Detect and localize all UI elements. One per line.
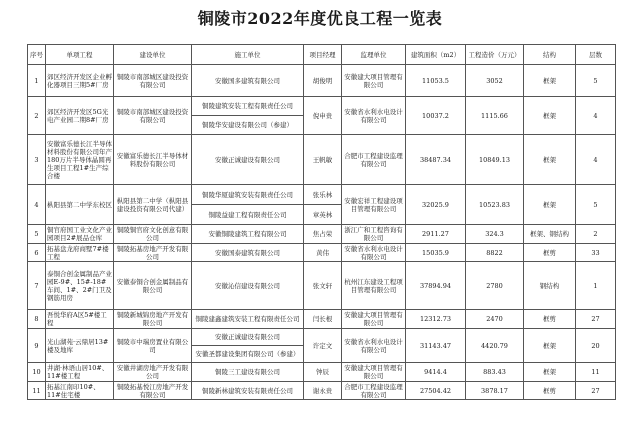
table-row — [28, 185, 616, 205]
cell-supervisor: 安徽省水利水电设计有限公司 — [342, 97, 406, 135]
cell-structure: 框架 — [524, 65, 576, 97]
cell-supervisor: 安徽省水利水电设计有限公司 — [342, 329, 406, 363]
cell-manager: 许定文 — [304, 329, 342, 363]
cell-no: 10 — [28, 363, 46, 382]
cell-builder: 安徽圣都建设集团有限公司（参建） — [192, 346, 304, 363]
cell-manager: 焦占荣 — [304, 225, 342, 244]
cell-cost: 324.3 — [466, 225, 524, 244]
cell-area: 37894.94 — [406, 262, 466, 310]
cell-builder: 铜陵华厦建筑安装有限责任公司 — [192, 185, 304, 205]
cell-builder: 安徽铜陵建筑工程有限公司 — [192, 225, 304, 244]
cell-supervisor: 浙江广和工程咨询有限公司 — [342, 225, 406, 244]
cell-area: 31143.47 — [406, 329, 466, 363]
cell-structure: 框剪 — [524, 382, 576, 400]
table-row — [28, 65, 616, 97]
page-title: 铜陵市2022年度优良工程一览表 — [197, 9, 443, 28]
cell-owner: 铜陵市中瑞房置业有限公司 — [114, 329, 192, 363]
cell-floors: 2 — [576, 225, 616, 244]
table-row — [28, 244, 616, 262]
cell-builder: 安徽国多建筑有限公司 — [192, 65, 304, 97]
cell-floors: 20 — [576, 329, 616, 363]
cell-manager: 钟辰 — [304, 363, 342, 382]
cell-manager: 胡俊明 — [304, 65, 342, 97]
cell-area: 10037.2 — [406, 97, 466, 135]
cell-builder: 铜陵建筑安装工程有限责任公司 — [192, 97, 304, 116]
cell-area: 2911.27 — [406, 225, 466, 244]
cell-supervisor: 安徽省水利水电设计有限公司 — [342, 244, 406, 262]
cell-floors: 5 — [576, 185, 616, 225]
cell-supervisor: 合肥市工程建设监理有限公司 — [342, 135, 406, 185]
cell-cost: 10849.13 — [466, 135, 524, 185]
cell-owner: 铜陵拓基悦江房地产开发有限公司 — [114, 382, 192, 400]
table-row — [28, 225, 616, 244]
cell-builder: 安徽正诚建设有限公司 — [192, 329, 304, 346]
cell-cost: 1115.66 — [466, 97, 524, 135]
cell-project: 枞阳县第二中学东校区 — [46, 185, 114, 225]
cell-no: 5 — [28, 225, 46, 244]
cell-area: 32025.9 — [406, 185, 466, 225]
header-area: 建筑面积（m2） — [406, 45, 466, 65]
cell-project: 泰铜合创金属制品产业园E-9#、15#-18#车间、1#、2#门卫及钢筋用房 — [46, 262, 114, 310]
cell-builder: 安徽国泰建筑有限公司 — [192, 244, 304, 262]
cell-floors: 27 — [576, 310, 616, 329]
cell-structure: 钢结构 — [524, 262, 576, 310]
cell-structure: 框剪 — [524, 310, 576, 329]
cell-floors: 11 — [576, 363, 616, 382]
cell-floors: 33 — [576, 244, 616, 262]
cell-project: 吾悦华府A区5#楼工程 — [46, 310, 114, 329]
cell-cost: 2470 — [466, 310, 524, 329]
cell-project: 拓基盘龙府商墅7#楼工程 — [46, 244, 114, 262]
header-owner: 建设单位 — [114, 45, 192, 65]
cell-floors: 4 — [576, 97, 616, 135]
table-row — [28, 310, 616, 329]
cell-cost: 3878.17 — [466, 382, 524, 400]
cell-builder: 安徽沁信建设有限公司 — [192, 262, 304, 310]
cell-area: 11053.5 — [406, 65, 466, 97]
cell-supervisor: 杭州江东建设工程项目管理有限公司 — [342, 262, 406, 310]
cell-area: 38487.34 — [406, 135, 466, 185]
cell-builder: 安徽正诚建设有限公司 — [192, 135, 304, 185]
cell-owner: 铜陵市南部城区建设投资有限公司 — [114, 65, 192, 97]
cell-owner: 安徽井湖房地产开发有限公司 — [114, 363, 192, 382]
table-row — [28, 329, 616, 346]
cell-cost: 4420.79 — [466, 329, 524, 363]
cell-project: 郊区经济开发区5G光电产业园二期8#厂房 — [46, 97, 114, 135]
cell-owner: 枞阳县第二中学（枞阳县建设投资有限公司代建） — [114, 185, 192, 225]
table-row — [28, 363, 616, 382]
cell-supervisor: 安徽宏祥工程建设项目管理有限公司 — [342, 185, 406, 225]
cell-builder: 铜陵益建工程有限责任公司 — [192, 205, 304, 225]
cell-owner: 铜陵市南部城区建设投资有限公司 — [114, 97, 192, 135]
cell-area: 9414.4 — [406, 363, 466, 382]
header-manager: 项目经理 — [304, 45, 342, 65]
cell-structure: 框架 — [524, 329, 576, 363]
cell-builder: 铜陵新林建筑安装有限责任公司 — [192, 382, 304, 400]
cell-builder: 铜陵华安建设有限公司（参建） — [192, 116, 304, 135]
cell-no: 4 — [28, 185, 46, 225]
cell-cost: 3052 — [466, 65, 524, 97]
cell-project: 拓基江南印10#、11#住宅楼 — [46, 382, 114, 400]
cell-cost: 2780 — [466, 262, 524, 310]
cell-no: 11 — [28, 382, 46, 400]
table-row — [28, 382, 616, 400]
cell-project: 郊区经济开发区企业孵化器项目三期5#厂房 — [46, 65, 114, 97]
header-row — [28, 45, 616, 65]
cell-floors: 4 — [576, 135, 616, 185]
cell-no: 3 — [28, 135, 46, 185]
cell-structure: 框架 — [524, 363, 576, 382]
cell-manager: 王帆敏 — [304, 135, 342, 185]
cell-project: 井湖·林语山居10#、11#楼工程 — [46, 363, 114, 382]
cell-manager: 闫长根 — [304, 310, 342, 329]
projects-table — [27, 44, 616, 400]
cell-manager: 张文轩 — [304, 262, 342, 310]
cell-no: 9 — [28, 329, 46, 363]
cell-builder: 铜陵建鑫建筑安装工程有限责任公司 — [192, 310, 304, 329]
cell-no: 1 — [28, 65, 46, 97]
table-row — [28, 135, 616, 185]
cell-structure: 框架 — [524, 135, 576, 185]
cell-cost: 883.43 — [466, 363, 524, 382]
table-row — [28, 97, 616, 116]
cell-project: 安徽富乐德长江半导体材料股份有限公司年产180万片半导体晶圆再生项目工程1#生产综合楼 — [46, 135, 114, 185]
cell-manager: 谢永贵 — [304, 382, 342, 400]
cell-owner: 安徽富乐德长江半导体材料股份有限公司 — [114, 135, 192, 185]
header-no: 序号 — [28, 45, 46, 65]
cell-owner: 铜陵铜官府文化创意有限公司 — [114, 225, 192, 244]
cell-structure: 框架 — [524, 185, 576, 225]
header-floors: 层数 — [576, 45, 616, 65]
header-cost: 工程造价（万元） — [466, 45, 524, 65]
cell-builder: 铜陵三工建设有限公司 — [192, 363, 304, 382]
header-supervisor: 监理单位 — [342, 45, 406, 65]
cell-cost: 8822 — [466, 244, 524, 262]
cell-structure: 框架 — [524, 97, 576, 135]
cell-owner: 铜陵新城锦房地产开发有限公司 — [114, 310, 192, 329]
cell-cost: 10523.83 — [466, 185, 524, 225]
cell-owner: 安徽泰铜合创金属制品有限公司 — [114, 262, 192, 310]
cell-structure: 框剪 — [524, 244, 576, 262]
cell-supervisor: 安徽建大项目管理有限公司 — [342, 65, 406, 97]
cell-area: 27504.42 — [406, 382, 466, 400]
cell-structure: 框架、钢结构 — [524, 225, 576, 244]
cell-owner: 铜陵拓基房地产开发有限公司 — [114, 244, 192, 262]
cell-no: 6 — [28, 244, 46, 262]
cell-no: 2 — [28, 97, 46, 135]
cell-manager: 章英林 — [304, 205, 342, 225]
cell-area: 15035.9 — [406, 244, 466, 262]
cell-floors: 27 — [576, 382, 616, 400]
cell-manager: 倪申贵 — [304, 97, 342, 135]
cell-supervisor: 安徽建大项目管理有限公司 — [342, 310, 406, 329]
header-structure: 结构 — [524, 45, 576, 65]
cell-manager: 张乐林 — [304, 185, 342, 205]
header-builder: 施工单位 — [192, 45, 304, 65]
cell-project: 光山湖苑·云鼎居13#楼及地库 — [46, 329, 114, 363]
cell-area: 12312.73 — [406, 310, 466, 329]
table-row — [28, 262, 616, 310]
cell-manager: 黄伟 — [304, 244, 342, 262]
cell-no: 8 — [28, 310, 46, 329]
cell-floors: 5 — [576, 65, 616, 97]
cell-supervisor: 合肥市工程建设监理有限公司 — [342, 382, 406, 400]
cell-project: 铜官府国工业文化产业园项目2#展品仓库 — [47, 226, 112, 242]
cell-no: 7 — [28, 262, 46, 310]
cell-supervisor: 安徽建大项目管理有限公司 — [342, 363, 406, 382]
header-project: 单项工程 — [46, 45, 114, 65]
cell-floors: 1 — [576, 262, 616, 310]
